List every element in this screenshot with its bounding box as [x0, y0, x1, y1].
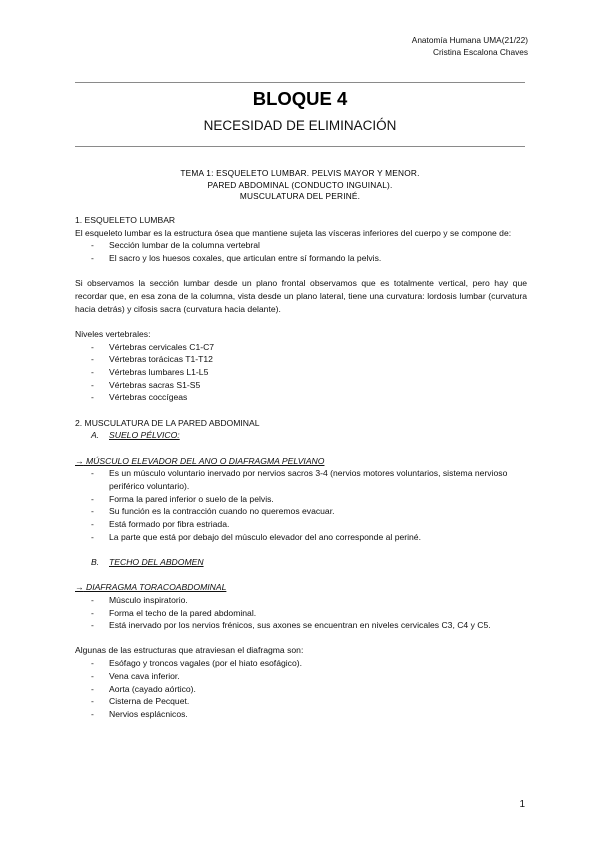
list-item: - Vértebras cervicales C1-C7	[75, 341, 527, 354]
list-item: - Vértebras torácicas T1-T12	[75, 353, 527, 366]
list-item: - Está formado por fibra estriada.	[75, 518, 527, 531]
subsection-a-heading	[75, 429, 527, 442]
list-item: - Vena cava inferior.	[75, 670, 527, 683]
structures-label: Algunas de las estructuras que atraviesan el diafragma son:	[75, 645, 304, 656]
list-item: - Es un músculo voluntario inervado por nervios sacros 3-4 (nervios motores voluntarios, sistema nervioso periférico voluntario).	[75, 467, 527, 492]
list-item: - Cisterna de Pecquet.	[75, 695, 527, 708]
page-subtitle: NECESIDAD DE ELIMINACIÓN	[203, 118, 397, 133]
muscle-1-label: MÚSCULO ELEVADOR DEL ANO O DIAFRAGMA PELVIANO	[85, 455, 325, 466]
subsection-b-letter: B.	[91, 556, 100, 567]
author-label: Cristina Escalona Chaves	[433, 47, 528, 57]
course-label: Anatomía Humana UMA(21/22)	[411, 35, 528, 45]
list-item: - Vértebras sacras S1-S5	[75, 379, 527, 392]
diaphragm-structures-list	[75, 657, 527, 721]
list-item: - El sacro y los huesos coxales, que articulan entre sí formando la pelvis.	[75, 252, 527, 265]
subsection-a-label: SUELO PÉLVICO:	[109, 430, 180, 441]
list-item: - Nervios esplácnicos.	[75, 708, 527, 721]
document-body	[75, 214, 527, 721]
list-item: - Aorta (cayado aórtico).	[75, 683, 527, 696]
muscle-2-heading	[75, 581, 527, 594]
subsection-b-heading	[75, 556, 527, 569]
list-item: - Está inervado por los nervios frénicos, sus axones se encuentran en niveles cervicales C3, C4 y C5.	[75, 619, 527, 632]
list-item: - Forma la pared inferior o suelo de la pelvis.	[75, 493, 527, 506]
section-2-heading: 2. MUSCULATURA DE LA PARED ABDOMINAL	[75, 417, 260, 428]
list-item: - Vértebras lumbares L1-L5	[75, 366, 527, 379]
list-item: - Sección lumbar de la columna vertebral	[75, 239, 527, 252]
section-1-intro: El esqueleto lumbar es la estructura ósea que mantiene sujeta las vísceras inferiores del cuerpo y se compone de:	[75, 227, 512, 238]
muscle-2-list	[75, 594, 527, 632]
list-item: - Vértebras coccígeas	[75, 391, 527, 404]
page-number: 1	[519, 799, 525, 810]
tema-line-3: MUSCULATURA DEL PERINÉ.	[239, 191, 361, 201]
list-item: - Esófago y troncos vagales (por el hiato esofágico).	[75, 657, 527, 670]
tema-heading	[75, 168, 525, 203]
muscle-1-heading	[75, 455, 527, 468]
tema-line-1: TEMA 1: ESQUELETO LUMBAR. PELVIS MAYOR Y MENOR.	[180, 168, 420, 178]
composition-list	[75, 239, 527, 264]
list-item: - Forma el techo de la pared abdominal.	[75, 607, 527, 620]
lumbar-paragraph: Si observamos la sección lumbar desde un plano frontal observamos que es totalmente vertical, pero hay que recordar que, en esa zona de la columna, vista desde un plano lateral, tiene una curvatura: lordosis lumbar (curvatura hacia detrás) y cifosis sacra (curvatura hacia delante).	[75, 278, 527, 314]
page-header	[412, 34, 528, 58]
top-divider	[75, 82, 525, 83]
list-item: - Su función es la contracción cuando no queremos evacuar.	[75, 505, 527, 518]
levels-label: Niveles vertebrales:	[75, 328, 151, 339]
muscle-1-list	[75, 467, 527, 543]
list-item: - Músculo inspiratorio.	[75, 594, 527, 607]
tema-line-2: PARED ABDOMINAL (CONDUCTO INGUINAL).	[207, 179, 393, 190]
subsection-a-letter: A.	[91, 430, 100, 441]
section-1-heading: 1. ESQUELETO LUMBAR	[75, 215, 176, 225]
page-title: BLOQUE 4	[252, 88, 348, 109]
bottom-divider	[75, 146, 525, 147]
arrow-right-icon: →	[75, 455, 84, 466]
vertebral-levels-list	[75, 341, 527, 405]
arrow-right-icon: →	[75, 582, 84, 593]
subsection-b-label: TECHO DEL ABDOMEN	[109, 556, 204, 567]
muscle-2-label: DIAFRAGMA TORACOABDOMINAL	[85, 582, 227, 593]
list-item: - La parte que está por debajo del músculo elevador del ano corresponde al periné.	[75, 531, 527, 544]
